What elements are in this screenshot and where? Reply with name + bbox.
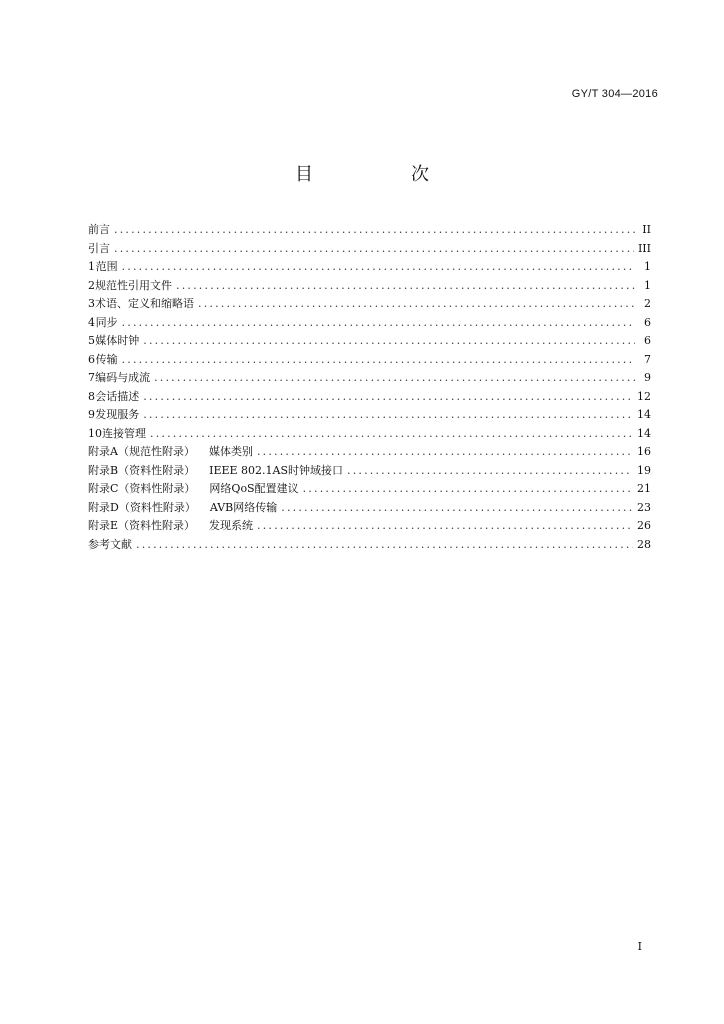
toc-entry-label: 同步	[95, 315, 118, 329]
toc-entry-page: 6	[644, 315, 651, 329]
page-title: 目 次	[295, 164, 469, 185]
toc-entry-label: 术语、定义和缩略语	[95, 297, 194, 310]
toc-leader-dots	[136, 536, 633, 555]
toc-entry-page: 9	[644, 371, 651, 384]
toc-entry-number: 2	[88, 278, 95, 292]
toc-entry-number: 9	[88, 408, 95, 421]
table-of-contents	[88, 221, 651, 554]
toc-entry-label: 规范性引用文件	[95, 278, 172, 292]
toc-leader-dots	[114, 240, 634, 259]
toc-entry[interactable]	[88, 258, 651, 277]
toc-entry-page: III	[637, 241, 651, 255]
toc-entry[interactable]	[88, 221, 651, 240]
toc-entry-number: 4	[88, 315, 95, 329]
toc-entry-label: 附录D（资料性附录）	[88, 500, 196, 514]
toc-entry[interactable]	[88, 480, 651, 499]
toc-entry-label: 连接管理	[102, 426, 146, 440]
toc-entry-page: 6	[644, 334, 651, 347]
toc-entry-label: 会话描述	[95, 389, 140, 403]
toc-leader-dots	[122, 351, 635, 370]
toc-leader-dots	[347, 462, 633, 481]
toc-entry-page: 19	[637, 463, 651, 477]
toc-leader-dots	[154, 369, 635, 388]
toc-entry-page: 21	[637, 482, 651, 495]
toc-leader-dots	[281, 499, 633, 518]
toc-entry-label: 编码与成流	[95, 371, 151, 384]
standard-code: GY/T 304—2016	[571, 88, 658, 100]
toc-entry-label: 范围	[95, 260, 118, 273]
toc-entry-label: 引言	[88, 241, 110, 255]
toc-entry-page: 2	[644, 297, 651, 310]
toc-entry-label: 附录B（资料性附录）	[88, 463, 196, 477]
toc-entry-subtitle: AVB网络传输	[209, 500, 278, 514]
toc-leader-dots	[143, 406, 633, 425]
toc-entry[interactable]	[88, 425, 651, 444]
toc-entry[interactable]	[88, 406, 651, 425]
toc-entry[interactable]	[88, 536, 651, 555]
toc-entry-label: 附录E（资料性附录）	[88, 519, 196, 532]
toc-entry-label: 传输	[95, 352, 118, 366]
toc-entry-page: II	[642, 223, 651, 236]
toc-entry-page: 1	[644, 278, 651, 292]
toc-leader-dots	[122, 258, 635, 277]
toc-entry[interactable]	[88, 240, 651, 259]
toc-entry-number: 1	[88, 260, 95, 273]
toc-entry-subtitle: 发现系统	[209, 519, 254, 532]
toc-entry-number: 6	[88, 352, 95, 366]
toc-entry[interactable]	[88, 314, 651, 333]
toc-entry-number: 3	[88, 297, 95, 310]
toc-leader-dots	[122, 314, 635, 333]
toc-entry-label: 附录C（资料性附录）	[88, 482, 196, 495]
toc-entry-page: 16	[637, 445, 651, 458]
toc-entry[interactable]	[88, 517, 651, 536]
toc-leader-dots	[150, 425, 633, 444]
page-number: I	[637, 940, 642, 953]
toc-entry[interactable]	[88, 462, 651, 481]
toc-entry-label: 媒体时钟	[95, 334, 140, 347]
toc-entry[interactable]	[88, 369, 651, 388]
toc-leader-dots	[257, 443, 633, 462]
toc-entry-page: 28	[637, 537, 651, 551]
toc-entry-subtitle: IEEE 802.1AS时钟域接口	[209, 463, 343, 477]
toc-leader-dots	[198, 295, 635, 314]
toc-leader-dots	[257, 517, 633, 536]
toc-entry-page: 14	[637, 408, 651, 421]
toc-entry[interactable]	[88, 277, 651, 296]
toc-entry[interactable]	[88, 332, 651, 351]
toc-entry-page: 7	[644, 352, 651, 366]
toc-entry-number: 8	[88, 389, 95, 403]
toc-leader-dots	[143, 332, 635, 351]
toc-entry-subtitle: 网络QoS配置建议	[209, 482, 299, 495]
toc-entry-page: 23	[637, 500, 651, 514]
toc-entry-subtitle: 媒体类别	[208, 445, 253, 458]
toc-entry-number: 7	[88, 371, 95, 384]
toc-leader-dots	[143, 388, 633, 407]
toc-leader-dots	[303, 480, 633, 499]
toc-entry[interactable]	[88, 443, 651, 462]
toc-entry-label: 附录A（规范性附录）	[88, 445, 195, 458]
toc-entry-page: 1	[644, 260, 651, 273]
toc-leader-dots	[114, 221, 635, 240]
toc-entry-label: 发现服务	[95, 408, 140, 421]
toc-entry[interactable]	[88, 351, 651, 370]
toc-entry[interactable]	[88, 295, 651, 314]
toc-entry-label: 参考文献	[88, 537, 132, 551]
toc-entry[interactable]	[88, 388, 651, 407]
toc-entry-page: 26	[637, 519, 651, 532]
toc-entry-page: 14	[637, 426, 651, 440]
toc-leader-dots	[176, 277, 635, 296]
toc-entry-label: 前言	[88, 223, 110, 236]
toc-entry-number: 5	[88, 334, 95, 347]
toc-entry-page: 12	[637, 389, 651, 403]
toc-entry-number: 10	[88, 426, 102, 440]
toc-entry[interactable]	[88, 499, 651, 518]
